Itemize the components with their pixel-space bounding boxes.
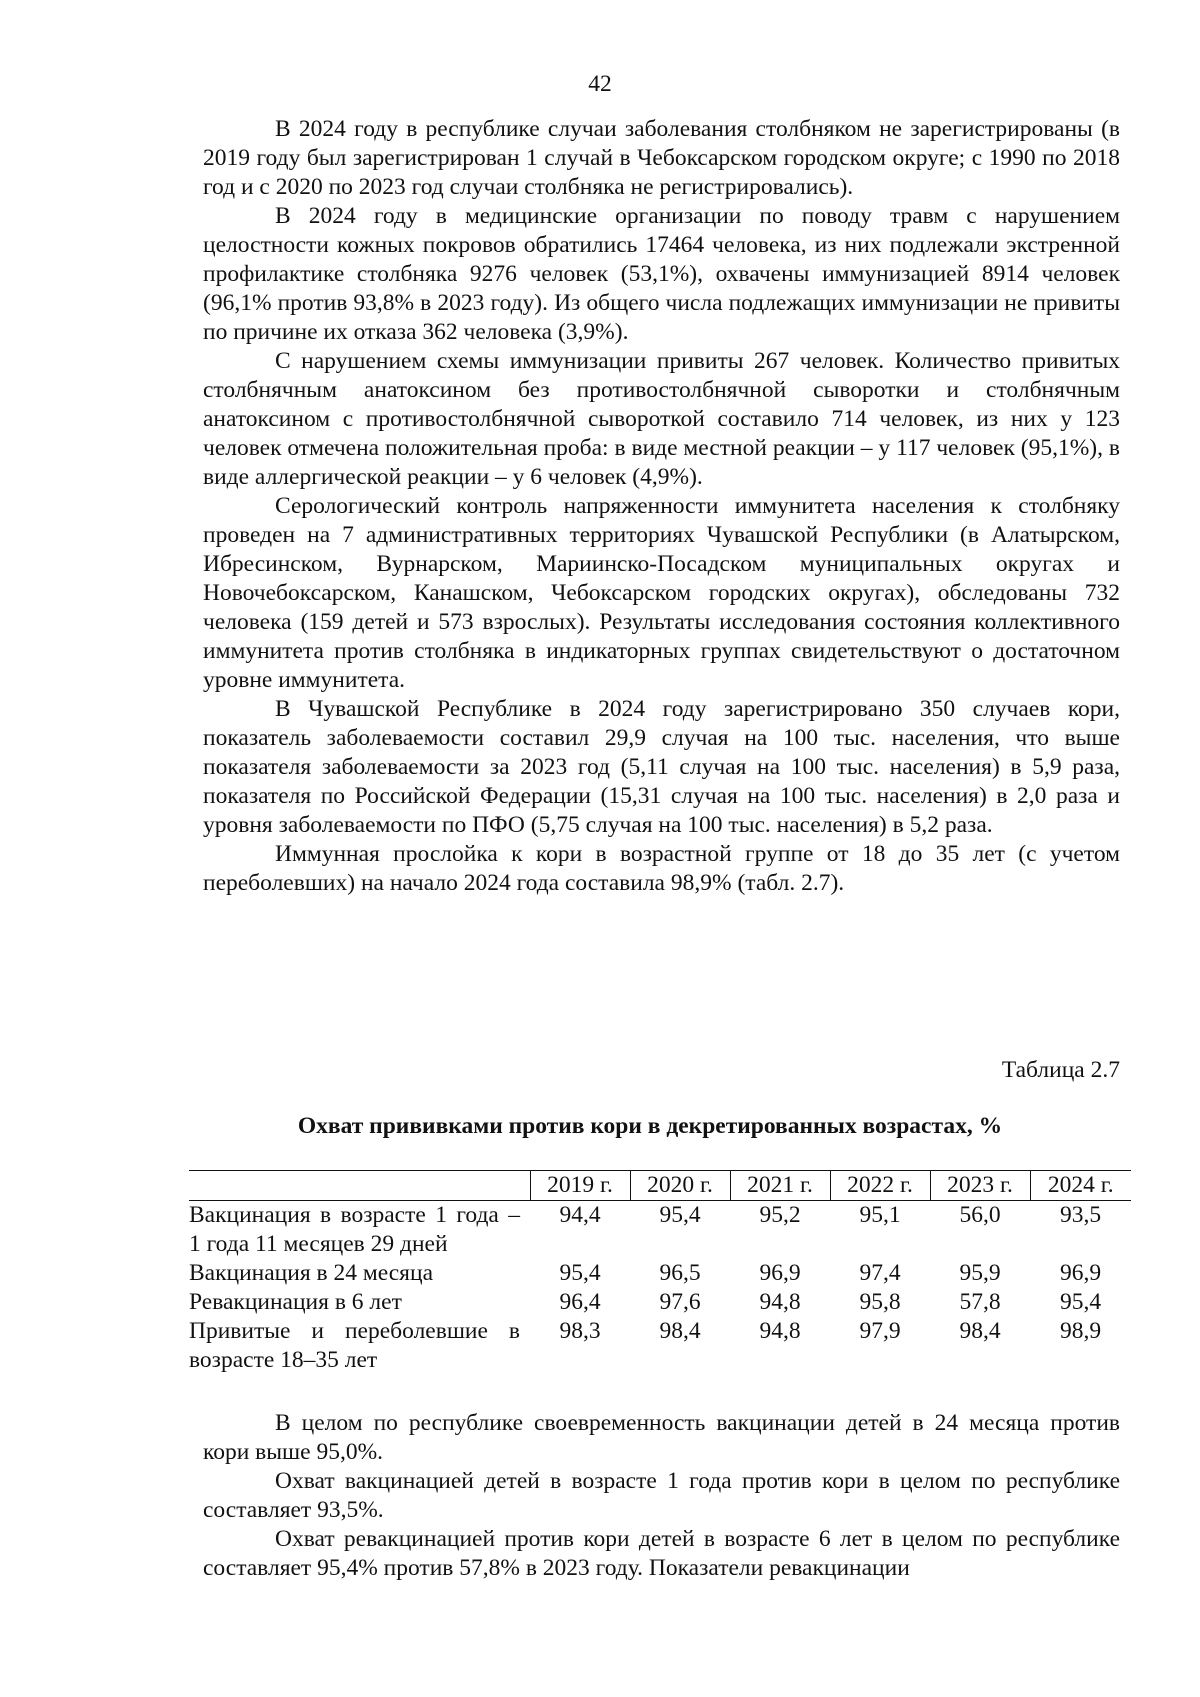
row-label: Привитые и переболевшие в возрасте 18–35 лет	[189, 1318, 520, 1373]
table-row	[189, 1317, 1131, 1375]
table-cell: 96,9	[759, 1260, 801, 1286]
table-header-year: 2021 г.	[730, 1171, 830, 1201]
table-label: Таблица 2.7	[1001, 1057, 1120, 1083]
paragraph-measles-incidence: В Чувашской Республике в 2024 году зарегистрировано 350 случаев кори, показатель заболеваемости составил 29,9 случая на 100 тыс. населения, что выше показателя заболеваемости за 2023 год (5,11 случая на 100 тыс. населения) в 5,9 раза, показателя по Российской Федерации (15,31 случая на 100 тыс. населения) в 2,0 раза и уровня заболеваемости по ПФО (5,75 случая на 100 тыс. населения) в 5,2 раза.	[203, 696, 1120, 838]
paragraph-vaccination-coverage: Охват вакцинацией детей в возрасте 1 года против кори в целом по республике составляет 93,5%.	[203, 1468, 1120, 1523]
body-text-bottom	[203, 1409, 1120, 1583]
table-cell: 57,8	[959, 1289, 1001, 1315]
table-cell: 94,8	[759, 1289, 801, 1315]
table-cell: 96,5	[659, 1260, 701, 1286]
table-cell: 56,0	[959, 1202, 1001, 1228]
table-cell: 95,2	[759, 1202, 801, 1228]
row-label: Ревакцинация в 6 лет	[189, 1289, 402, 1315]
table-cell: 98,4	[959, 1318, 1001, 1344]
table-header-row	[189, 1171, 1131, 1201]
table-cell: 98,9	[1059, 1318, 1102, 1344]
paragraph-immunization-scheme: С нарушением схемы иммунизации привиты 267 человек. Количество привитых столбнячным анатоксином без противостолбнячной сыворотки и столбнячным анатоксином с противостолбнячной сывороткой составило 714 человек, из них у 123 человек отмечена положительная проба: в виде местной реакции – у 117 человек (95,1%), в виде аллергической реакции – у 6 человек (4,9%).	[203, 348, 1120, 490]
table-header-corner	[189, 1171, 530, 1201]
table-header-year: 2019 г.	[530, 1171, 630, 1201]
table-cell: 96,4	[559, 1289, 601, 1315]
table-cell: 97,4	[859, 1260, 901, 1286]
table-cell: 93,5	[1059, 1202, 1102, 1228]
table-header-year: 2020 г.	[630, 1171, 730, 1201]
paragraph-serological-control: Серологический контроль напряженности иммунитета населения к столбняку проведен на 7 административных территориях Чувашской Республики (в Алатырском, Ибресинском, Вурнарском, Мариинско-Посадском муниципальных округах и Новочебоксарском, Канашском, Чебоксарском городских округах), обследованы 732 человека (159 детей и 573 взрослых). Результаты исследования состояния коллективного иммунитета против столбняка в индикаторных группах свидетельствуют о достаточном уровне иммунитета.	[203, 493, 1120, 693]
table-row	[189, 1288, 1131, 1317]
paragraph-tetanus-cases: В 2024 году в республике случаи заболевания столбняком не зарегистрированы (в 2019 году был зарегистрирован 1 случай в Чебоксарском городском округе; с 1990 по 2018 год и с 2020 по 2023 год случаи столбняка не регистрировались).	[203, 116, 1120, 200]
table-cell: 95,8	[859, 1289, 901, 1315]
table-cell: 95,4	[559, 1260, 601, 1286]
table-cell: 94,8	[759, 1318, 801, 1344]
table-cell: 97,9	[859, 1318, 901, 1344]
table-cell: 95,4	[1059, 1289, 1102, 1315]
table-cell: 94,4	[559, 1202, 601, 1228]
paragraph-measles-immunity: Иммунная прослойка к кори в возрастной группе от 18 до 35 лет (с учетом переболевших) на начало 2024 года составила 98,9% (табл. 2.7).	[203, 841, 1120, 896]
paragraph-timely-vaccination: В целом по республике своевременность вакцинации детей в 24 месяца против кори выше 95,0%.	[203, 1410, 1120, 1465]
body-text-top	[203, 115, 1120, 898]
table-cell: 95,9	[959, 1260, 1001, 1286]
table-header-year: 2024 г.	[1030, 1171, 1131, 1201]
table-title: Охват прививками против кори в декретированных возрастах, %	[297, 1113, 1003, 1139]
table-cell: 95,4	[659, 1202, 701, 1228]
table-row	[189, 1201, 1131, 1260]
row-label: Вакцинация в 24 месяца	[189, 1260, 433, 1286]
table-cell: 95,1	[859, 1202, 901, 1228]
table-header-year: 2023 г.	[930, 1171, 1030, 1201]
page-number: 42	[588, 71, 612, 97]
paragraph-revaccination-coverage: Охват ревакцинацией против кори детей в возрасте 6 лет в целом по республике составляет 95,4% против 57,8% в 2023 году. Показатели ревакцинации	[203, 1526, 1120, 1581]
table-cell: 96,9	[1059, 1260, 1102, 1286]
paragraph-injury-prophylaxis: В 2024 году в медицинские организации по поводу травм с нарушением целостности кожных покровов обратились 17464 человека, из них подлежали экстренной профилактике столбняка 9276 человек (53,1%), охвачены иммунизацией 8914 человек (96,1% против 93,8% в 2023 году). Из общего числа подлежащих иммунизации не привиты по причине их отказа 362 человека (3,9%).	[203, 203, 1120, 345]
table-header-year: 2022 г.	[830, 1171, 930, 1201]
measles-coverage-table	[189, 1170, 1131, 1375]
row-label: Вакцинация в возрасте 1 года – 1 года 11 месяцев 29 дней	[189, 1202, 520, 1257]
table-cell: 98,3	[559, 1318, 601, 1344]
table-row	[189, 1259, 1131, 1288]
table-cell: 97,6	[659, 1289, 701, 1315]
table-cell: 98,4	[659, 1318, 701, 1344]
